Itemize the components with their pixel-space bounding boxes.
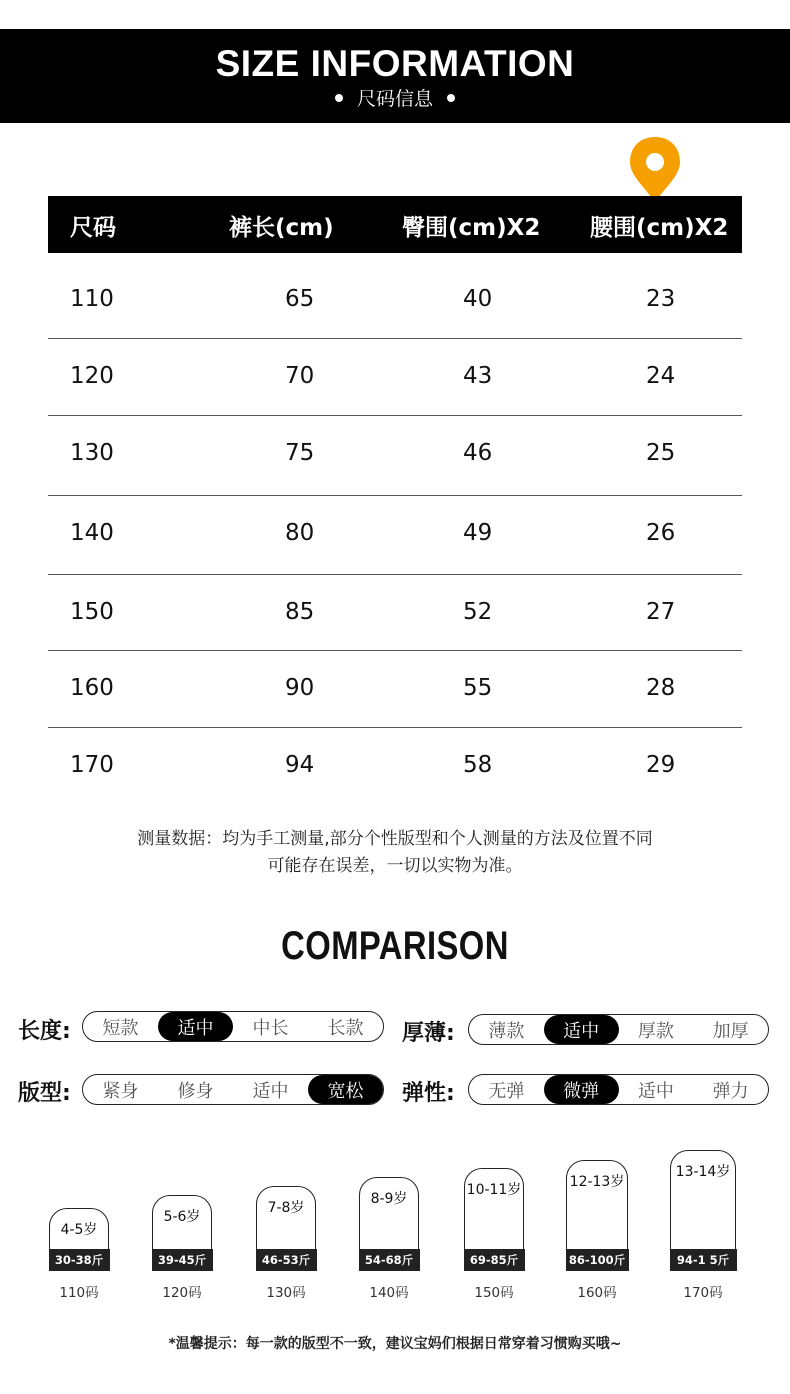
card-age: 13-14岁: [675, 1164, 731, 1180]
elasticity-selector[interactable]: [468, 1074, 769, 1105]
cell-hip: 52: [463, 599, 493, 625]
header-waist: 腰围(cm)X2: [590, 215, 729, 241]
attr-label-elasticity: 弹性:: [402, 1081, 455, 1106]
attr-label-fit: 版型:: [18, 1081, 71, 1106]
option-pill[interactable]: 适中: [637, 1080, 674, 1102]
purchase-tip: *温馨提示：每一款的版型不一致，建议宝妈们根据日常穿着习惯购买哦~: [168, 1336, 622, 1352]
option-pill[interactable]: 紧身: [102, 1080, 139, 1102]
card-weight: 94-1 5斤: [670, 1249, 737, 1271]
card-size-label: 150码: [474, 1285, 514, 1301]
card-size-label: 170码: [683, 1285, 723, 1301]
cell-length: 90: [285, 675, 315, 701]
option-pill-selected[interactable]: 微弹: [544, 1075, 619, 1104]
card-weight: 46-53斤: [256, 1249, 317, 1271]
table-row: [48, 728, 742, 805]
option-pill[interactable]: 中长: [252, 1017, 289, 1039]
header-hip: 臀围(cm)X2: [402, 215, 541, 241]
card-weight: 30-38斤: [49, 1249, 110, 1271]
card-age: 7-8岁: [267, 1200, 305, 1216]
cell-hip: 46: [463, 440, 493, 466]
option-pill[interactable]: 厚款: [637, 1020, 674, 1042]
size-card: [49, 1208, 109, 1270]
cell-hip: 58: [463, 752, 493, 778]
card-size-label: 130码: [266, 1285, 306, 1301]
card-age: 5-6岁: [163, 1209, 201, 1225]
card-weight: 54-68斤: [359, 1249, 420, 1271]
option-pill-selected[interactable]: 适中: [158, 1012, 233, 1041]
option-pill[interactable]: 短款: [102, 1017, 139, 1039]
card-age: 10-11岁: [466, 1182, 522, 1198]
size-table-header: [48, 196, 742, 253]
table-row: [48, 496, 742, 575]
size-card: [566, 1160, 628, 1270]
card-age: 8-9岁: [370, 1191, 408, 1207]
cell-length: 70: [285, 363, 315, 389]
card-weight: 69-85斤: [464, 1249, 525, 1271]
location-pin-icon: [628, 135, 682, 205]
card-size-label: 160码: [577, 1285, 617, 1301]
subtitle-text: 尺码信息: [356, 88, 433, 110]
measurement-note: [0, 826, 790, 880]
cell-size: 170: [70, 752, 114, 778]
attr-label-thickness: 厚薄:: [402, 1021, 455, 1046]
cell-size: 130: [70, 440, 114, 466]
card-size-label: 110码: [59, 1285, 99, 1301]
note-line-1: 测量数据：均为手工测量,部分个性版型和个人测量的方法及位置不同: [137, 829, 653, 849]
cell-waist: 28: [646, 675, 676, 701]
card-age: 4-5岁: [60, 1222, 98, 1238]
cell-waist: 26: [646, 520, 676, 546]
option-pill[interactable]: 薄款: [488, 1020, 525, 1042]
header-length: 裤长(cm): [229, 215, 334, 241]
cell-size: 150: [70, 599, 114, 625]
thickness-selector[interactable]: [468, 1014, 769, 1045]
size-card: [152, 1195, 212, 1270]
cell-length: 80: [285, 520, 315, 546]
cell-size: 140: [70, 520, 114, 546]
table-row: [48, 262, 742, 339]
table-row: [48, 339, 742, 416]
comparison-title: COMPARISON: [281, 924, 509, 968]
option-pill-selected[interactable]: 适中: [544, 1015, 619, 1044]
cell-length: 85: [285, 599, 315, 625]
card-weight: 86-100斤: [566, 1249, 629, 1271]
cell-hip: 55: [463, 675, 493, 701]
attr-label-length: 长度:: [18, 1019, 71, 1044]
option-pill[interactable]: 弹力: [712, 1080, 749, 1102]
bullet-dot-icon: [335, 94, 343, 102]
cell-waist: 23: [646, 286, 676, 312]
option-pill[interactable]: 长款: [327, 1017, 364, 1039]
page-title: SIZE INFORMATION: [215, 43, 575, 84]
option-pill-selected[interactable]: 宽松: [308, 1075, 383, 1104]
cell-waist: 29: [646, 752, 676, 778]
cell-hip: 40: [463, 286, 493, 312]
table-row: [48, 416, 742, 496]
option-pill[interactable]: 修身: [177, 1080, 214, 1102]
option-pill[interactable]: 加厚: [712, 1020, 749, 1042]
table-row: [48, 651, 742, 728]
length-selector[interactable]: [82, 1011, 384, 1042]
cell-waist: 27: [646, 599, 676, 625]
card-age: 12-13岁: [569, 1174, 625, 1190]
cell-size: 160: [70, 675, 114, 701]
cell-size: 120: [70, 363, 114, 389]
cell-length: 94: [285, 752, 315, 778]
cell-waist: 25: [646, 440, 676, 466]
size-card: [359, 1177, 419, 1270]
page-subtitle: [0, 84, 790, 111]
card-size-label: 140码: [369, 1285, 409, 1301]
card-weight: 39-45斤: [152, 1249, 213, 1271]
header-size: 尺码: [70, 215, 116, 241]
cell-hip: 43: [463, 363, 493, 389]
cell-size: 110: [70, 286, 114, 312]
size-card: [256, 1186, 316, 1270]
option-pill[interactable]: 无弹: [488, 1080, 525, 1102]
size-card: [464, 1168, 524, 1270]
cell-length: 75: [285, 440, 315, 466]
size-info-header: [0, 29, 790, 123]
card-size-label: 120码: [162, 1285, 202, 1301]
cell-hip: 49: [463, 520, 493, 546]
fit-selector[interactable]: [82, 1074, 384, 1105]
note-line-2: 可能存在误差，一切以实物为准。: [267, 856, 523, 876]
bullet-dot-icon: [447, 94, 455, 102]
cell-waist: 24: [646, 363, 676, 389]
size-card: [670, 1150, 736, 1270]
size-table-body: [48, 262, 742, 805]
cell-length: 65: [285, 286, 315, 312]
table-row: [48, 575, 742, 651]
option-pill[interactable]: 适中: [252, 1080, 289, 1102]
